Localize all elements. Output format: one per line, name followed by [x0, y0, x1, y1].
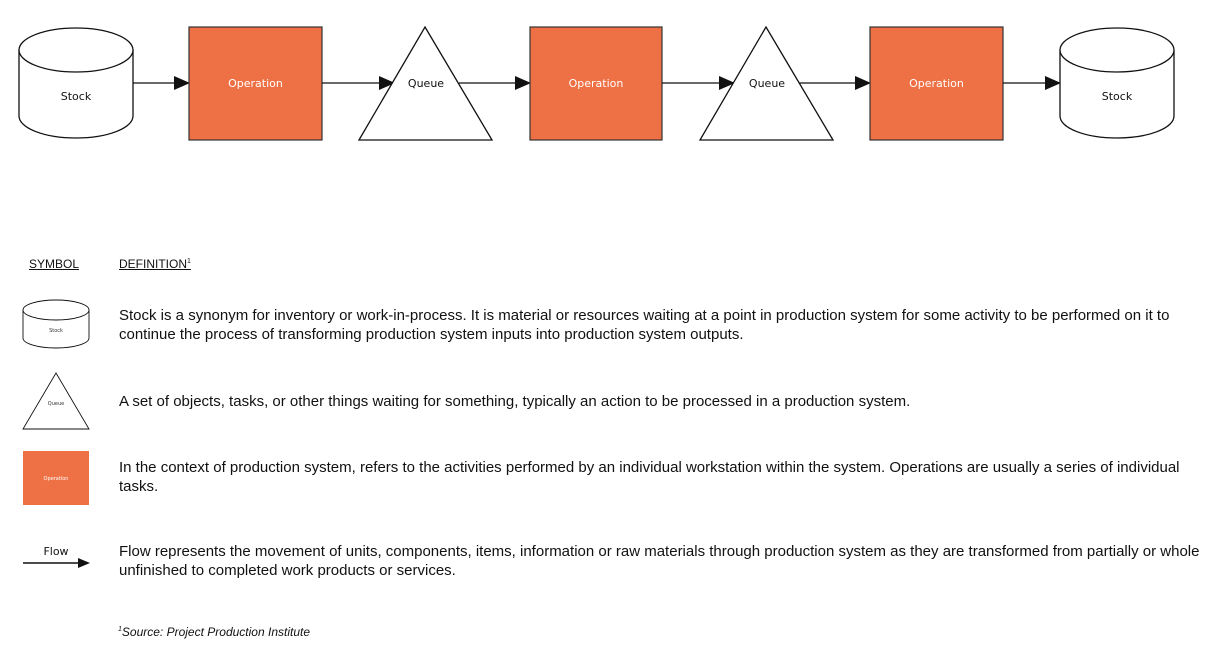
stock-symbol-label: Stock [49, 328, 63, 334]
operation-symbol-label: Operation [43, 476, 69, 482]
source-footnote [118, 625, 310, 639]
queue-definition: A set of objects, tasks, or other things waiting for something, typically an action to be processed in a production system. [119, 393, 911, 410]
stock-label: Stock [1101, 90, 1133, 103]
operation-label: Operation [228, 77, 283, 90]
stock-node-1 [19, 28, 133, 138]
definition-column-header [119, 257, 191, 271]
stock-label: Stock [60, 90, 92, 103]
flow-symbol-label: Flow [43, 545, 69, 558]
operation-node-3 [870, 27, 1003, 140]
queue-label: Queue [407, 77, 445, 90]
operation-symbol-icon [22, 450, 90, 506]
stock-node-2 [1060, 28, 1174, 138]
production-flow-diagram [0, 0, 1218, 160]
queue-label: Queue [748, 77, 786, 90]
queue-symbol-icon [20, 371, 94, 433]
stock-symbol-icon [20, 295, 94, 353]
operation-node-1 [189, 27, 322, 140]
operation-node-2 [530, 27, 662, 140]
flow-definition: Flow represents the movement of units, components, items, information or raw materials through production system as they are transformed from partially or whole unfinished to completed work products or services. [119, 543, 1200, 579]
symbol-header-text: SYMBOL [29, 257, 80, 271]
operation-label: Operation [568, 77, 624, 90]
queue-symbol-label: Queue [47, 401, 65, 407]
definition-header-text: DEFINITION [119, 257, 187, 271]
footnote-text: Source: Project Production Institute [121, 625, 311, 639]
footnote-mark: 1 [118, 626, 122, 633]
stock-definition: Stock is a synonym for inventory or work-in-process. It is material or resources waiting at a point in production system for some activity to be performed on it to continue the process of transforming production system inputs into production system outputs. [119, 307, 1170, 343]
operation-label: Operation [909, 77, 964, 90]
operation-definition: In the context of production system, refers to the activities performed by an individual workstation within the system. Operations are usually a series of individual tasks. [119, 459, 1180, 495]
symbol-column-header [29, 257, 79, 271]
footnote-mark: 1 [187, 258, 191, 265]
flow-symbol-icon [20, 542, 96, 572]
